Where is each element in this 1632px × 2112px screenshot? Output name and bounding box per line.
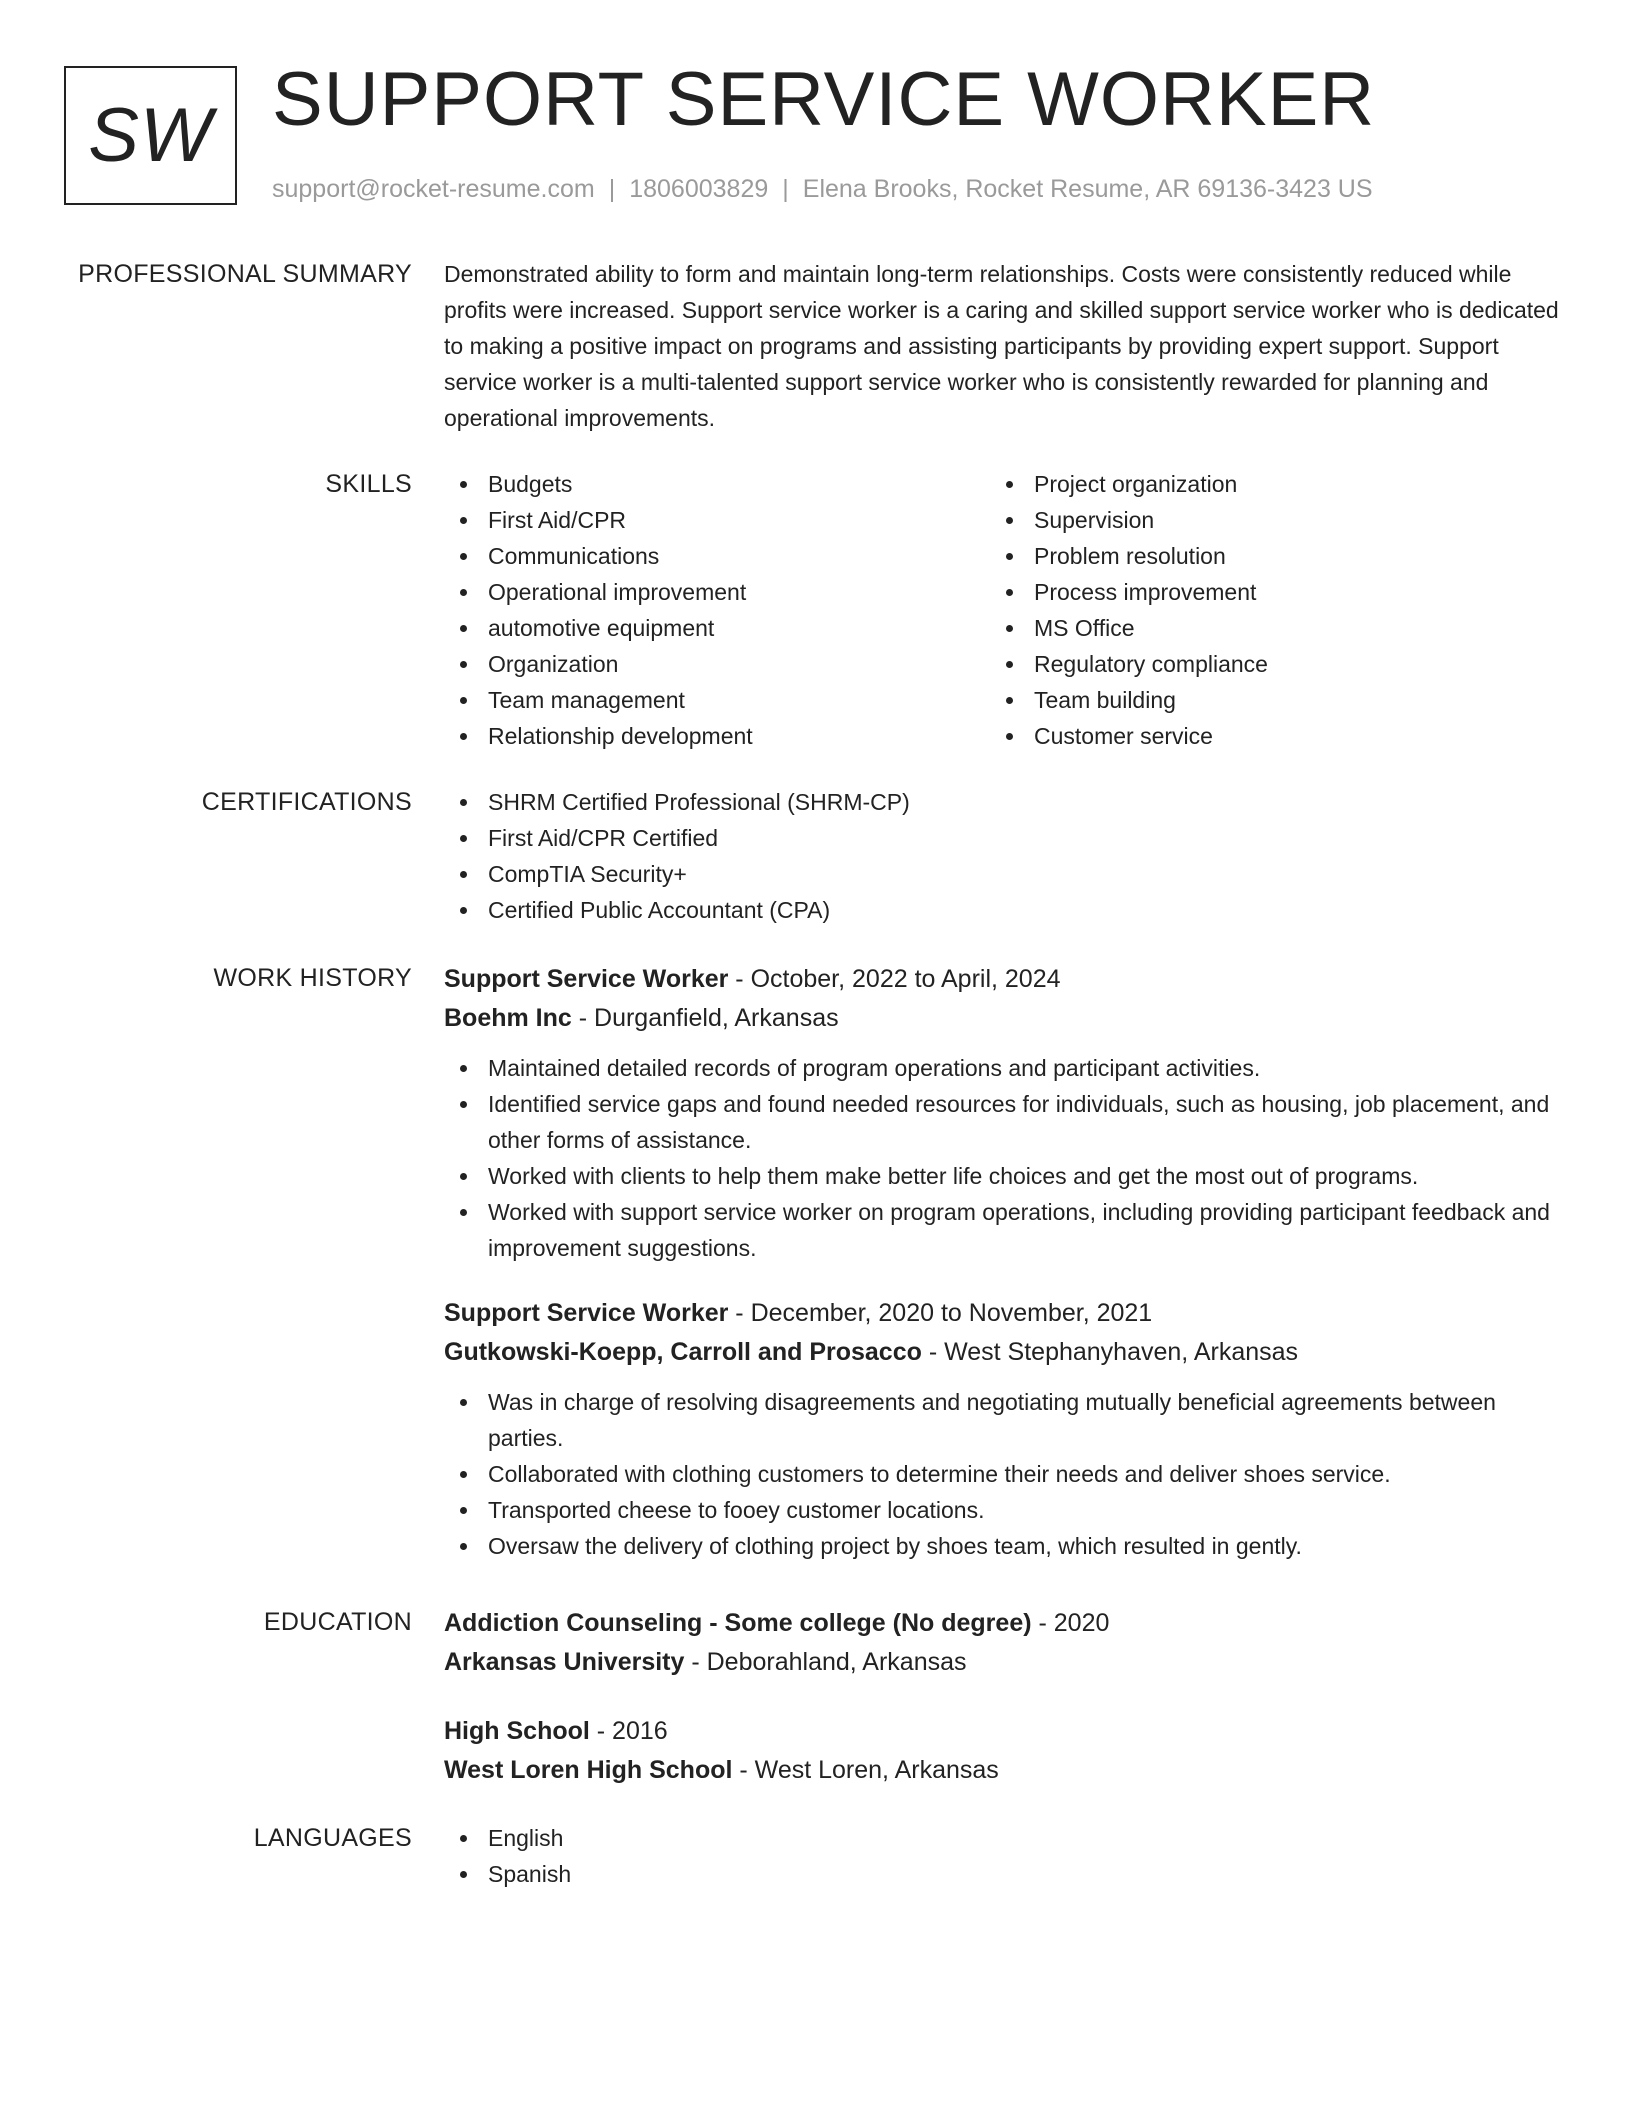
education-year: - 2020 [1031,1609,1110,1637]
list-item: Supervision [990,502,1536,538]
job-bullets [444,1384,1559,1564]
certifications-body [444,784,1559,928]
education-school: West Loren High School [444,1756,733,1784]
education-school-line [444,1643,1559,1682]
contact-phone[interactable]: 1806003829 [629,175,769,203]
list-item: Was in charge of resolving disagreements and negotiating mutually beneficial agreements between parties. [444,1384,1559,1456]
education-school: Arkansas University [444,1648,685,1676]
list-item: Organization [444,646,990,682]
skills-column-2 [990,466,1536,754]
list-item: Project organization [990,466,1536,502]
contact-email[interactable]: support@rocket-resume.com [272,175,595,203]
contact-separator: | [608,175,616,203]
certifications-list [444,784,1559,928]
education-school-line [444,1751,1559,1790]
job-location: - West Stephanyhaven, Arkansas [921,1338,1299,1366]
list-item: Budgets [444,466,990,502]
section-label-skills: SKILLS [325,470,412,498]
list-item: Communications [444,538,990,574]
languages-list [444,1820,1559,1892]
list-item: Operational improvement [444,574,990,610]
section-label-summary: PROFESSIONAL SUMMARY [78,260,412,288]
education-entry [444,1712,1559,1790]
job-location: - Durganfield, Arkansas [571,1004,839,1032]
job-title-line [444,960,1559,999]
list-item: Maintained detailed records of program operations and participant activities. [444,1050,1559,1086]
monogram-logo: SW [64,66,237,205]
list-item: Oversaw the delivery of clothing project by shoes team, which resulted in gently. [444,1528,1559,1564]
section-label-work-history: WORK HISTORY [213,964,412,992]
list-item: CompTIA Security+ [444,856,1559,892]
list-item: First Aid/CPR Certified [444,820,1559,856]
list-item: Regulatory compliance [990,646,1536,682]
job-company-line [444,1333,1559,1372]
summary-text: Demonstrated ability to form and maintain long-term relationships. Costs were consistently reduced while profits were increased. Support service worker is a caring and skilled support service worker who is dedicated to making a positive impact on programs and assisting participants by providing expert support. Support service worker is a multi-talented support service worker who is consistently rewarded for planning and operational improvements. [444,261,1559,431]
contact-address: Elena Brooks, Rocket Resume, AR 69136-3423 US [802,175,1373,203]
list-item: Certified Public Accountant (CPA) [444,892,1559,928]
education-location: - Deborahland, Arkansas [684,1648,967,1676]
list-item: Identified service gaps and found needed resources for individuals, such as housing, job placement, and other forms of assistance. [444,1086,1559,1158]
job-company: Boehm Inc [444,1004,572,1032]
skills-grid [444,466,1559,754]
list-item: SHRM Certified Professional (SHRM-CP) [444,784,1559,820]
list-item: English [444,1820,1559,1856]
resume-title: SUPPORT SERVICE WORKER [272,57,1376,142]
job-title-line [444,1294,1559,1333]
list-item: Team management [444,682,990,718]
contact-separator: | [782,175,789,203]
list-item: Relationship development [444,718,990,754]
list-item: Spanish [444,1856,1559,1892]
job-dates: - December, 2020 to November, 2021 [728,1299,1153,1327]
list-item: automotive equipment [444,610,990,646]
list-item: Process improvement [990,574,1536,610]
education-year: - 2016 [589,1717,668,1745]
resume-header [0,0,1632,230]
work-history-body [444,960,1559,1592]
languages-body [444,1820,1559,1892]
contact-line [272,172,1373,206]
list-item: Customer service [990,718,1536,754]
job-dates: - October, 2022 to April, 2024 [728,965,1061,993]
list-item: Collaborated with clothing customers to determine their needs and deliver shoes service. [444,1456,1559,1492]
job-bullets [444,1050,1559,1266]
list-item: Problem resolution [990,538,1536,574]
list-item: Transported cheese to fooey customer locations. [444,1492,1559,1528]
education-degree: Addiction Counseling - Some college (No degree) [444,1609,1032,1637]
list-item: First Aid/CPR [444,502,990,538]
education-degree-line [444,1712,1559,1751]
job-title: Support Service Worker [444,965,729,993]
section-label-certifications: CERTIFICATIONS [201,788,412,816]
job-company: Gutkowski-Koepp, Carroll and Prosacco [444,1338,922,1366]
job-entry [444,960,1559,1266]
skills-column-1 [444,466,990,754]
list-item: Worked with support service worker on program operations, including providing participant feedback and improvement suggestions. [444,1194,1559,1266]
education-location: - West Loren, Arkansas [732,1756,999,1784]
list-item: Team building [990,682,1536,718]
job-company-line [444,999,1559,1038]
education-degree-line [444,1604,1559,1643]
job-title: Support Service Worker [444,1299,729,1327]
job-entry [444,1294,1559,1564]
education-degree: High School [444,1717,590,1745]
list-item: MS Office [990,610,1536,646]
list-item: Worked with clients to help them make better life choices and get the most out of programs. [444,1158,1559,1194]
section-label-languages: LANGUAGES [253,1824,412,1852]
section-label-education: EDUCATION [263,1608,412,1636]
education-body [444,1604,1559,1820]
education-entry [444,1604,1559,1682]
